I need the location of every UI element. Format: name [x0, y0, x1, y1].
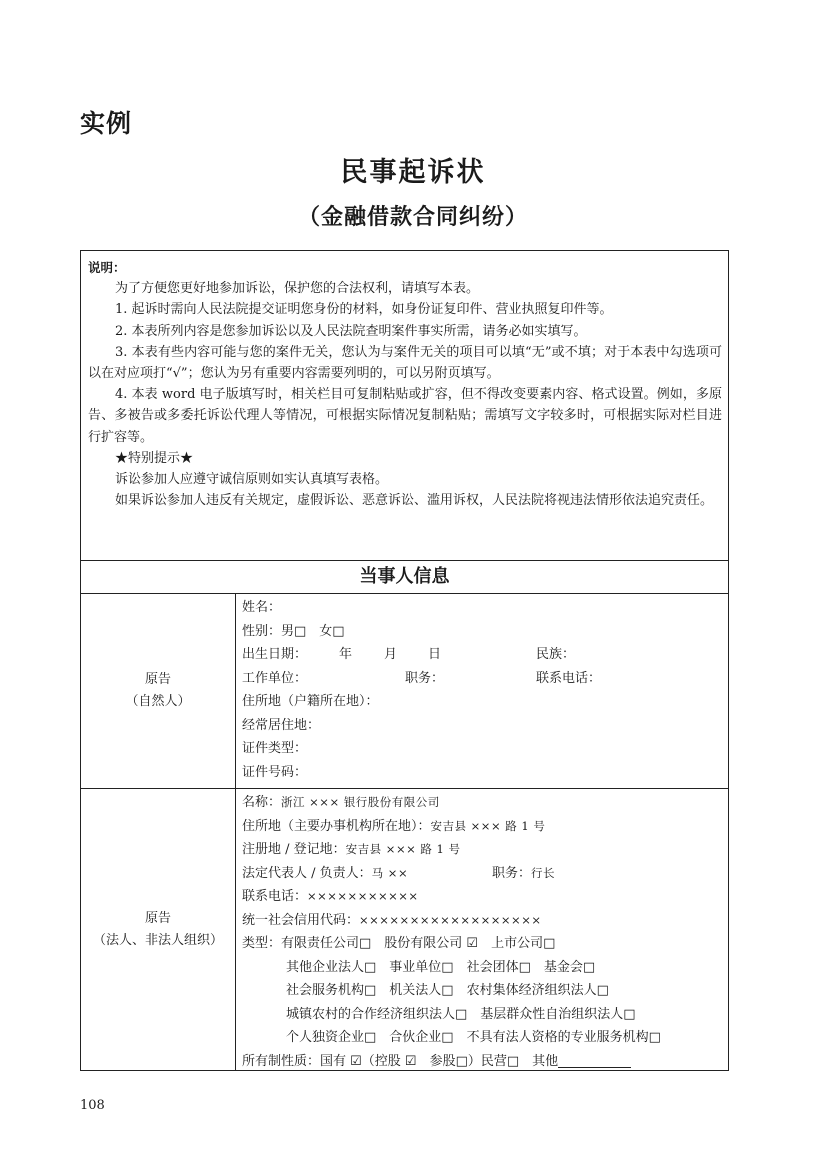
instructions-section — [81, 251, 728, 561]
representative-position-field — [492, 862, 555, 886]
plaintiff-natural-person-label — [81, 594, 236, 788]
credit-code-label: 统一社会信用代码： — [242, 912, 360, 928]
entity-address-label: 住所地（主要办事机构所在地）： — [242, 818, 431, 834]
instructions-heading: 说明： — [88, 260, 126, 275]
id-type-field[interactable]: 证件类型： — [242, 741, 308, 756]
special-notice-heading: ★特别提示★ — [115, 450, 194, 466]
position-field[interactable]: 职务： — [405, 670, 445, 686]
birth-day-label: 日 — [428, 647, 442, 662]
special-notice-line-2: 如果诉讼参加人违反有关规定，虚假诉讼、恶意诉讼、滥用诉权，人民法院将视违法情形依法追究责任。 — [115, 493, 714, 509]
other-ownership-blank[interactable] — [558, 1053, 631, 1068]
gender-field[interactable]: 性别：男□ 女□ — [242, 623, 345, 639]
party-info-header: 当事人信息 — [81, 561, 728, 594]
label-line: （自然人） — [125, 694, 191, 709]
plaintiff-natural-person-block — [81, 594, 728, 789]
name-field[interactable]: 姓名： — [242, 600, 282, 615]
complaint-form — [80, 250, 729, 1071]
legal-representative-field — [242, 862, 408, 886]
document-title: 民事起诉状 — [340, 157, 486, 188]
entity-name-label: 名称： — [242, 795, 282, 810]
credit-code-value[interactable]: ×××××××××××××××××× — [359, 912, 542, 927]
instruction-item-2: 2. 本表所列内容是您参加诉讼以及人民法院查明案件事实所需，请务必如实填写。 — [115, 323, 587, 339]
entity-type-line-4[interactable]: 城镇农村的合作经济组织法人□ 基层群众性自治组织法人□ — [286, 1006, 636, 1022]
instruction-item-4: 4. 本表 word 电子版填写时，相关栏目可复制粘贴或扩容，但不得改变要素内容、格式设置。例如，多原告、多被告或多委托诉讼代理人等情况，可根据实际情况复制粘贴；需填写文字较多时，可根据实际对栏目进行扩容等。 — [88, 387, 722, 445]
entity-name-row — [242, 791, 724, 815]
representative-position-label: 职务： — [492, 865, 532, 881]
id-number-field[interactable]: 证件号码： — [242, 764, 308, 780]
entity-address-value[interactable]: 安吉县 ××× 路 1 号 — [430, 818, 546, 833]
natural-person-fields — [242, 596, 724, 784]
entity-name-value[interactable]: 浙江 ××× 银行股份有限公司 — [281, 795, 440, 809]
entity-registration-label: 注册地 / 登记地： — [242, 842, 346, 857]
instruction-item-3: 3. 本表有些内容可能与您的案件无关，您认为与案件无关的项目可以填“无”或不填；对于本表中勾选项可以在对应项打“√”；您认为另有重要内容需要列明的，可以另附页填写。 — [88, 344, 722, 382]
entity-type-line-5[interactable]: 个人独资企业□ 合伙企业□ 不具有法人资格的专业服务机构□ — [286, 1030, 661, 1045]
birth-year-label: 年 — [339, 647, 353, 662]
label-line: 原告 — [144, 910, 171, 926]
legal-representative-row — [242, 862, 724, 886]
entity-type-line-3[interactable]: 社会服务机构□ 机关法人□ 农村集体经济组织法人□ — [286, 983, 609, 998]
birth-date-label[interactable]: 出生日期： — [242, 647, 308, 662]
page-number: 108 — [80, 1098, 105, 1113]
label-line: （法人、非法人组织） — [92, 932, 223, 948]
birth-month-label: 月 — [384, 647, 398, 662]
entity-phone-value[interactable]: ××××××××××× — [307, 889, 419, 903]
legal-entity-fields — [242, 791, 724, 1073]
employer-field[interactable]: 工作单位： — [242, 670, 308, 686]
ethnicity-field[interactable]: 民族： — [536, 647, 576, 662]
entity-address-row — [242, 815, 724, 839]
instruction-paragraph: 为了方便您更好地参加诉讼，保护您的合法权利，请填写本表。 — [115, 281, 480, 297]
ownership-row — [242, 1050, 724, 1074]
plaintiff-legal-entity-block — [81, 789, 728, 1070]
employer-row — [242, 667, 724, 691]
special-notice-line-1: 诉讼参加人应遵守诚信原则如实认真填写表格。 — [115, 472, 389, 488]
legal-representative-label: 法定代表人 / 负责人： — [242, 865, 372, 881]
entity-phone-row — [242, 885, 724, 909]
section-label: 实例 — [80, 109, 133, 138]
instruction-item-1: 1. 起诉时需向人民法院提交证明您身份的材料，如身份证复印件、营业执照复印件等。 — [115, 302, 613, 318]
entity-type-line-1[interactable]: 类型：有限责任公司□ 股份有限公司 ☑ 上市公司□ — [242, 936, 556, 951]
credit-code-row — [242, 909, 724, 933]
birth-ethnicity-row — [242, 643, 724, 667]
entity-type-line-2[interactable]: 其他企业法人□ 事业单位□ 社会团体□ 基金会□ — [286, 959, 596, 975]
entity-registration-value[interactable]: 安吉县 ××× 路 1 号 — [345, 842, 461, 856]
entity-phone-label: 联系电话： — [242, 889, 308, 904]
plaintiff-legal-entity-label — [81, 789, 236, 1070]
entity-registration-row — [242, 838, 724, 862]
representative-position-value[interactable]: 行长 — [531, 865, 556, 880]
habitual-residence-field[interactable]: 经常居住地： — [242, 717, 321, 733]
label-line: 原告 — [144, 672, 171, 687]
legal-representative-value[interactable]: 马 ×× — [371, 865, 409, 880]
document-subtitle: （金融借款合同纠纷） — [297, 205, 528, 230]
phone-field[interactable]: 联系电话： — [536, 670, 602, 686]
ownership-text[interactable]: 所有制性质：国有 ☑（控股 ☑ 参股□）民营□ 其他 — [242, 1053, 559, 1069]
residence-field[interactable]: 住所地（户籍所在地）： — [242, 694, 379, 709]
